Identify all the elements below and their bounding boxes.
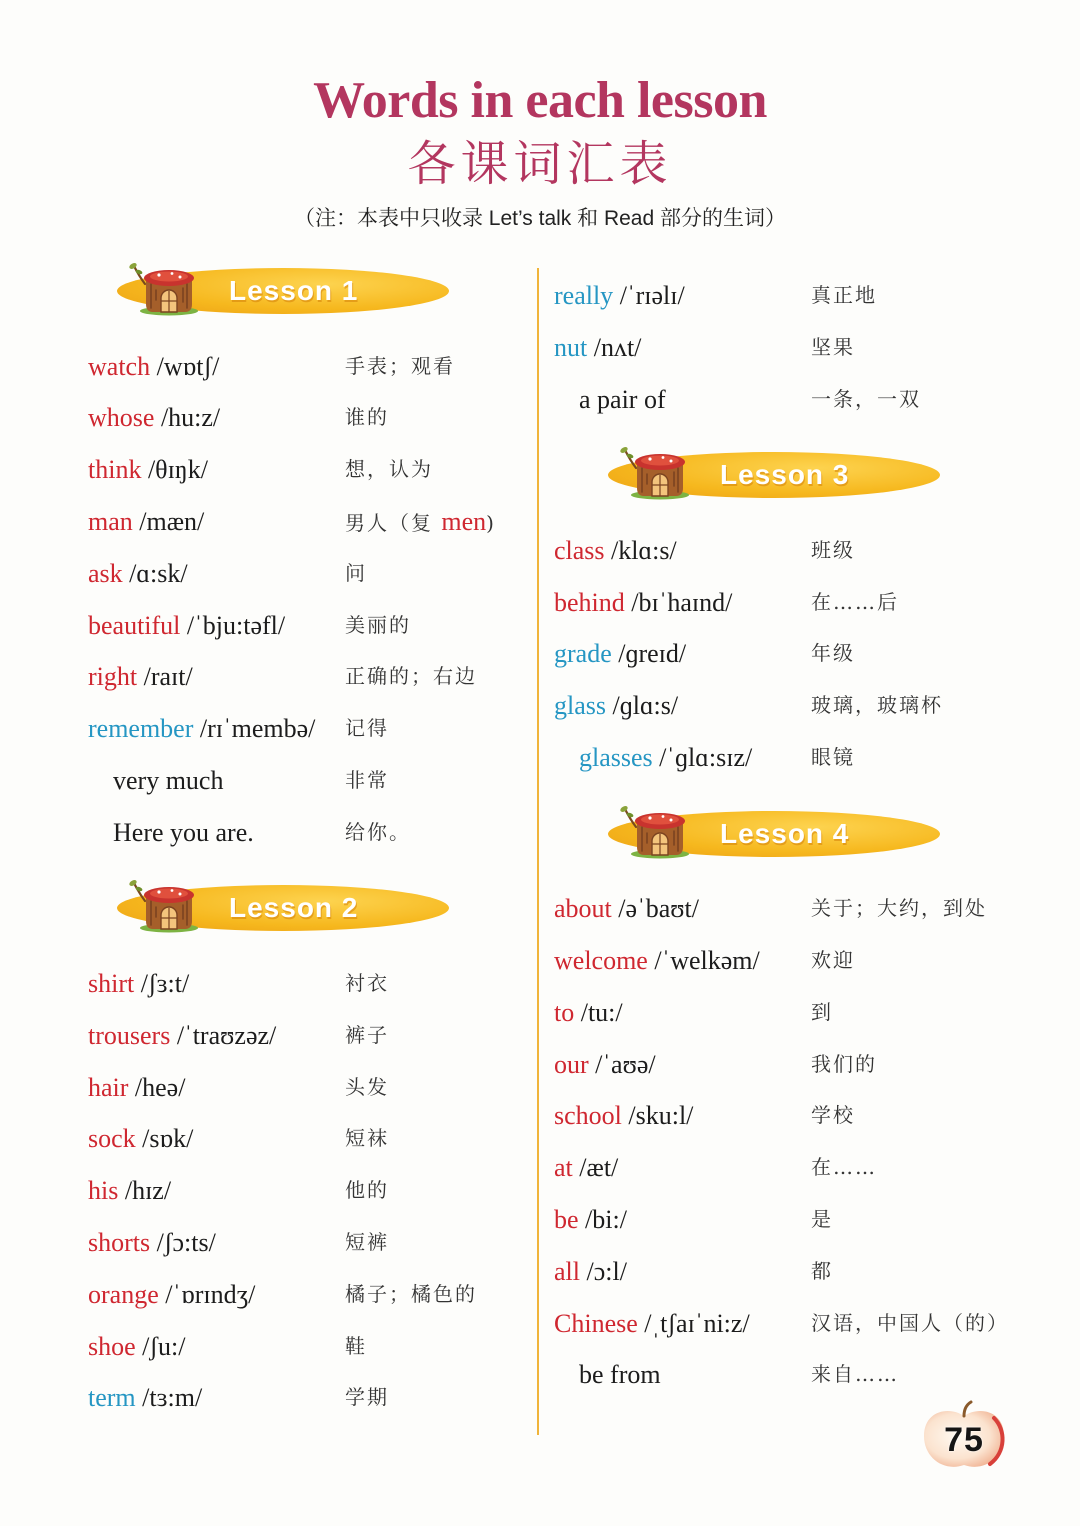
meaning-text: 头发 bbox=[345, 1074, 389, 1099]
vocab-meaning bbox=[345, 341, 455, 393]
vocab-phonetic: /hu:z/ bbox=[160, 403, 221, 433]
meaning-text: 记得 bbox=[345, 716, 389, 741]
vocab-entry bbox=[554, 322, 1054, 374]
vocab-term bbox=[554, 935, 760, 987]
vocab-entry bbox=[554, 987, 1054, 1039]
vocab-meaning bbox=[345, 807, 411, 859]
vocab-term bbox=[554, 628, 686, 680]
vocab-column-left bbox=[88, 241, 533, 1424]
vocab-meaning bbox=[811, 1090, 855, 1142]
vocab-word: Chinese bbox=[554, 1308, 638, 1338]
vocab-term bbox=[88, 600, 285, 652]
lesson-header bbox=[88, 241, 533, 340]
lesson-header bbox=[554, 425, 1054, 524]
vocab-term bbox=[113, 807, 254, 859]
vocab-entry bbox=[88, 703, 533, 755]
vocab-entry bbox=[554, 883, 1054, 935]
vocab-term bbox=[88, 651, 193, 703]
vocab-word: whose bbox=[88, 403, 155, 433]
vocab-meaning bbox=[345, 1165, 389, 1217]
vocab-term bbox=[554, 525, 677, 577]
meaning-text: 在…… bbox=[811, 1155, 877, 1180]
vocab-meaning bbox=[345, 1010, 389, 1062]
vocab-word: trousers bbox=[88, 1020, 171, 1050]
vocab-phonetic: /tu:/ bbox=[580, 997, 623, 1027]
meaning-text: 玻璃，玻璃杯 bbox=[811, 693, 943, 718]
vocab-word: shoe bbox=[88, 1331, 136, 1361]
vocab-term bbox=[88, 1113, 193, 1165]
vocab-entry bbox=[88, 1217, 533, 1269]
vocab-word: behind bbox=[554, 587, 625, 617]
vocab-phrase: be from bbox=[579, 1360, 661, 1390]
meaning-text: 手表；观看 bbox=[345, 353, 455, 378]
vocab-meaning bbox=[345, 958, 389, 1010]
vocab-entry bbox=[88, 1113, 533, 1165]
meaning-text: 短袜 bbox=[345, 1126, 389, 1151]
vocab-phrase: a pair of bbox=[579, 384, 666, 414]
meaning-text: 坚果 bbox=[811, 334, 855, 359]
vocab-word: orange bbox=[88, 1279, 159, 1309]
vocab-word: glasses bbox=[579, 743, 653, 773]
vocab-word: class bbox=[554, 535, 605, 565]
vocab-term bbox=[88, 444, 208, 496]
vocab-term bbox=[88, 496, 204, 548]
vocab-entry bbox=[88, 496, 533, 548]
meaning-highlight: men bbox=[441, 507, 487, 537]
vocab-meaning bbox=[811, 525, 855, 577]
meaning-text: 想，认为 bbox=[345, 457, 433, 482]
vocab-entry bbox=[88, 444, 533, 496]
vocab-entry bbox=[554, 1194, 1054, 1246]
lesson-header bbox=[88, 859, 533, 958]
vocab-meaning bbox=[811, 1246, 833, 1298]
lesson-title: Lesson 2 bbox=[229, 892, 359, 924]
vocab-entry bbox=[88, 1062, 533, 1114]
vocab-phonetic: /ˈwelkəm/ bbox=[654, 946, 760, 976]
vocab-phonetic: /ˈɡlɑ:sɪz/ bbox=[659, 743, 753, 773]
vocab-entry bbox=[554, 1039, 1054, 1091]
vocab-entry bbox=[554, 1298, 1054, 1350]
meaning-text: 年级 bbox=[811, 641, 855, 666]
vocab-phonetic: /æt/ bbox=[579, 1153, 619, 1183]
vocab-term bbox=[554, 322, 641, 374]
vocab-term bbox=[554, 270, 685, 322]
vocab-phonetic: /rɪˈmembə/ bbox=[199, 714, 316, 744]
vocab-meaning bbox=[811, 680, 943, 732]
vocab-entry bbox=[554, 732, 1054, 784]
vocab-phonetic: /ˈɒrɪndʒ/ bbox=[165, 1279, 256, 1309]
vocab-phrase: Here you are. bbox=[113, 817, 254, 847]
vocab-phonetic: /hɪz/ bbox=[124, 1176, 172, 1206]
vocab-meaning bbox=[811, 1039, 877, 1091]
meaning-text: 学期 bbox=[345, 1385, 389, 1410]
meaning-text: 衬衣 bbox=[345, 971, 389, 996]
vocab-meaning bbox=[345, 1217, 389, 1269]
vocab-entry bbox=[88, 341, 533, 393]
vocab-entry bbox=[554, 1246, 1054, 1298]
vocab-entry bbox=[554, 680, 1054, 732]
vocab-entry bbox=[88, 1269, 533, 1321]
vocab-entry bbox=[88, 1372, 533, 1424]
vocab-phonetic: /ʃɔ:ts/ bbox=[156, 1228, 216, 1258]
vocab-meaning bbox=[811, 577, 899, 629]
vocab-word: term bbox=[88, 1383, 136, 1413]
vocab-phonetic: /ˈtraʊzəz/ bbox=[176, 1020, 277, 1050]
vocab-term bbox=[88, 341, 219, 393]
meaning-text: 问 bbox=[345, 560, 367, 585]
vocab-term bbox=[88, 958, 189, 1010]
vocab-meaning bbox=[345, 600, 411, 652]
vocab-meaning bbox=[811, 1349, 899, 1401]
vocab-entry bbox=[554, 525, 1054, 577]
vocab-term bbox=[554, 883, 699, 935]
meaning-text: 学校 bbox=[811, 1103, 855, 1128]
column-divider bbox=[537, 268, 539, 1435]
vocab-word: about bbox=[554, 894, 612, 924]
vocab-word: school bbox=[554, 1101, 622, 1131]
vocab-meaning bbox=[345, 1372, 389, 1424]
meaning-text: 我们的 bbox=[811, 1051, 877, 1076]
meaning-text: 裤子 bbox=[345, 1022, 389, 1047]
meaning-text: 美丽的 bbox=[345, 612, 411, 637]
lesson-banner bbox=[117, 268, 449, 314]
vocab-entry bbox=[88, 1010, 533, 1062]
meaning-text: 欢迎 bbox=[811, 948, 855, 973]
vocab-phonetic: /bɪˈhaɪnd/ bbox=[631, 587, 733, 617]
tree-stump-house-icon bbox=[125, 877, 199, 933]
vocab-term bbox=[88, 1165, 171, 1217]
meaning-text: 谁的 bbox=[345, 405, 389, 430]
vocab-word: to bbox=[554, 997, 575, 1027]
meaning-text: 真正地 bbox=[811, 283, 877, 308]
meaning-text: 一条，一双 bbox=[811, 386, 921, 411]
vocab-entry bbox=[88, 755, 533, 807]
vocab-term bbox=[579, 732, 752, 784]
vocab-phonetic: /nʌt/ bbox=[593, 332, 642, 362]
vocab-term bbox=[88, 1010, 276, 1062]
vocab-word: our bbox=[554, 1049, 589, 1079]
vocab-word: beautiful bbox=[88, 610, 181, 640]
vocab-term bbox=[88, 1321, 186, 1373]
meaning-text: 橘子；橘色的 bbox=[345, 1281, 477, 1306]
meaning-text: 他的 bbox=[345, 1178, 389, 1203]
vocab-meaning bbox=[345, 496, 496, 550]
vocab-meaning bbox=[811, 883, 987, 935]
vocab-meaning bbox=[345, 703, 389, 755]
tree-stump-house-icon bbox=[616, 803, 690, 859]
vocab-term bbox=[88, 1217, 216, 1269]
vocab-word: be bbox=[554, 1205, 579, 1235]
vocab-term bbox=[554, 1194, 627, 1246]
meaning-text: 男人（复 bbox=[345, 511, 442, 536]
vocab-word: nut bbox=[554, 332, 588, 362]
vocab-meaning bbox=[345, 548, 367, 600]
vocab-term bbox=[554, 987, 623, 1039]
vocab-phonetic: /ˈbju:təfl/ bbox=[186, 610, 286, 640]
vocab-word: glass bbox=[554, 691, 606, 721]
vocab-entry bbox=[88, 807, 533, 859]
vocab-term bbox=[88, 392, 220, 444]
vocab-entry bbox=[554, 270, 1054, 322]
vocab-entry bbox=[554, 935, 1054, 987]
vocab-meaning bbox=[345, 444, 433, 496]
vocab-meaning bbox=[811, 732, 855, 784]
vocab-meaning bbox=[345, 392, 389, 444]
vocab-entry bbox=[554, 1090, 1054, 1142]
vocab-meaning bbox=[811, 1194, 833, 1246]
vocab-meaning bbox=[811, 374, 921, 426]
vocab-term bbox=[113, 755, 223, 807]
vocab-word: shorts bbox=[88, 1228, 151, 1258]
lesson-title: Lesson 4 bbox=[720, 817, 850, 849]
meaning-text: 到 bbox=[811, 999, 833, 1024]
vocab-phonetic: /klɑ:s/ bbox=[611, 535, 677, 565]
vocab-meaning bbox=[345, 1062, 389, 1114]
vocab-term bbox=[88, 703, 315, 755]
vocab-meaning bbox=[345, 651, 477, 703]
vocab-word: all bbox=[554, 1256, 580, 1286]
lesson-banner bbox=[608, 452, 940, 498]
vocab-word: right bbox=[88, 662, 138, 692]
lesson-banner bbox=[608, 811, 940, 857]
meaning-text: 非常 bbox=[345, 768, 389, 793]
meaning-text: 来自…… bbox=[811, 1362, 899, 1387]
vocab-meaning bbox=[811, 1298, 1009, 1350]
meaning-text: 都 bbox=[811, 1258, 833, 1283]
vocab-meaning bbox=[811, 987, 833, 1039]
vocab-term bbox=[554, 1090, 693, 1142]
vocab-word: ask bbox=[88, 558, 123, 588]
page-title-chinese: 各课词汇表 bbox=[407, 136, 673, 192]
vocab-meaning bbox=[811, 935, 855, 987]
vocab-phonetic: /bi:/ bbox=[585, 1205, 627, 1235]
vocab-word: at bbox=[554, 1153, 573, 1183]
vocab-word: welcome bbox=[554, 946, 648, 976]
page-note: （注：本表中只收录 Let’s talk 和 Read 部分的生词） bbox=[293, 207, 787, 230]
meaning-tail: ) bbox=[486, 511, 496, 536]
vocab-entry bbox=[554, 1142, 1054, 1194]
vocab-phonetic: /heə/ bbox=[134, 1072, 186, 1102]
vocab-entry bbox=[88, 1165, 533, 1217]
lesson-title: Lesson 3 bbox=[720, 459, 850, 491]
vocab-term bbox=[554, 1298, 750, 1350]
vocab-phonetic: /θɪŋk/ bbox=[147, 455, 208, 485]
vocab-phonetic: /ɑ:sk/ bbox=[129, 558, 188, 588]
vocab-phonetic: /ˈaʊə/ bbox=[595, 1049, 656, 1079]
meaning-text: 是 bbox=[811, 1207, 833, 1232]
vocab-phonetic: /sku:l/ bbox=[628, 1101, 694, 1131]
meaning-text: 正确的；右边 bbox=[345, 664, 477, 689]
meaning-text: 班级 bbox=[811, 537, 855, 562]
meaning-text: 给你。 bbox=[345, 819, 411, 844]
vocab-phonetic: /ʃɜ:t/ bbox=[140, 969, 190, 999]
vocab-term bbox=[579, 374, 666, 426]
meaning-text: 短裤 bbox=[345, 1230, 389, 1255]
vocab-entry bbox=[554, 1349, 1054, 1401]
vocab-word: remember bbox=[88, 714, 194, 744]
vocab-meaning bbox=[345, 1321, 367, 1373]
vocab-phonetic: /raɪt/ bbox=[143, 662, 193, 692]
vocab-phonetic: /wɒtʃ/ bbox=[156, 351, 220, 381]
meaning-text: 汉语，中国人（的） bbox=[811, 1310, 1009, 1335]
vocab-meaning bbox=[811, 1142, 877, 1194]
vocab-term bbox=[554, 1246, 627, 1298]
vocab-phonetic: /sɒk/ bbox=[142, 1124, 194, 1154]
vocab-term bbox=[88, 1372, 202, 1424]
meaning-text: 眼镜 bbox=[811, 745, 855, 770]
vocab-word: man bbox=[88, 507, 133, 537]
vocab-entry bbox=[554, 628, 1054, 680]
vocab-phonetic: /mæn/ bbox=[139, 507, 205, 537]
vocab-word: hair bbox=[88, 1072, 129, 1102]
vocab-word: really bbox=[554, 281, 614, 311]
tree-stump-house-icon bbox=[616, 444, 690, 500]
vocab-phonetic: /tɜ:m/ bbox=[142, 1383, 203, 1413]
vocab-column-right bbox=[554, 270, 1054, 1401]
vocab-phonetic: /ˌtʃaɪˈni:z/ bbox=[644, 1308, 750, 1338]
page-number-badge bbox=[918, 1400, 1010, 1472]
vocab-word: sock bbox=[88, 1124, 136, 1154]
vocab-phonetic: /ʃu:/ bbox=[142, 1331, 186, 1361]
vocab-meaning bbox=[345, 1269, 477, 1321]
vocab-entry bbox=[554, 577, 1054, 629]
vocab-term bbox=[554, 1142, 618, 1194]
vocab-entry bbox=[88, 651, 533, 703]
vocab-word: shirt bbox=[88, 969, 135, 999]
vocab-entry bbox=[554, 374, 1054, 426]
vocab-phonetic: /ˈrɪəlɪ/ bbox=[619, 281, 685, 311]
vocab-phonetic: /əˈbaʊt/ bbox=[618, 894, 699, 924]
vocab-phonetic: /ɔ:l/ bbox=[586, 1256, 627, 1286]
vocab-term bbox=[554, 1039, 656, 1091]
vocab-word: watch bbox=[88, 351, 151, 381]
vocab-entry bbox=[88, 958, 533, 1010]
vocab-term bbox=[554, 680, 678, 732]
vocab-word: think bbox=[88, 455, 142, 485]
lesson-header bbox=[554, 784, 1054, 883]
vocab-phonetic: /ɡlɑ:s/ bbox=[612, 691, 679, 721]
vocab-entry bbox=[88, 548, 533, 600]
meaning-text: 关于；大约，到处 bbox=[811, 896, 987, 921]
tree-stump-house-icon bbox=[125, 260, 199, 316]
vocab-term bbox=[88, 1269, 255, 1321]
vocab-meaning bbox=[811, 628, 855, 680]
vocab-entry bbox=[88, 392, 533, 444]
vocab-phrase: very much bbox=[113, 766, 224, 796]
page-number: 75 bbox=[944, 1421, 984, 1459]
vocab-term bbox=[579, 1349, 661, 1401]
vocab-entry bbox=[88, 600, 533, 652]
page-title: Words in each lesson bbox=[313, 72, 767, 129]
vocab-meaning bbox=[811, 270, 877, 322]
meaning-text: 在……后 bbox=[811, 589, 899, 614]
vocab-meaning bbox=[811, 322, 855, 374]
vocab-meaning bbox=[345, 1113, 389, 1165]
lesson-banner bbox=[117, 885, 449, 931]
vocab-term bbox=[88, 548, 188, 600]
vocab-phonetic: /ɡreɪd/ bbox=[618, 639, 687, 669]
vocab-term bbox=[88, 1062, 185, 1114]
meaning-text: 鞋 bbox=[345, 1333, 367, 1358]
vocab-word: his bbox=[88, 1176, 119, 1206]
vocab-entry bbox=[88, 1321, 533, 1373]
vocab-word: grade bbox=[554, 639, 612, 669]
vocab-term bbox=[554, 577, 732, 629]
vocab-meaning bbox=[345, 755, 389, 807]
lesson-title: Lesson 1 bbox=[229, 274, 359, 306]
